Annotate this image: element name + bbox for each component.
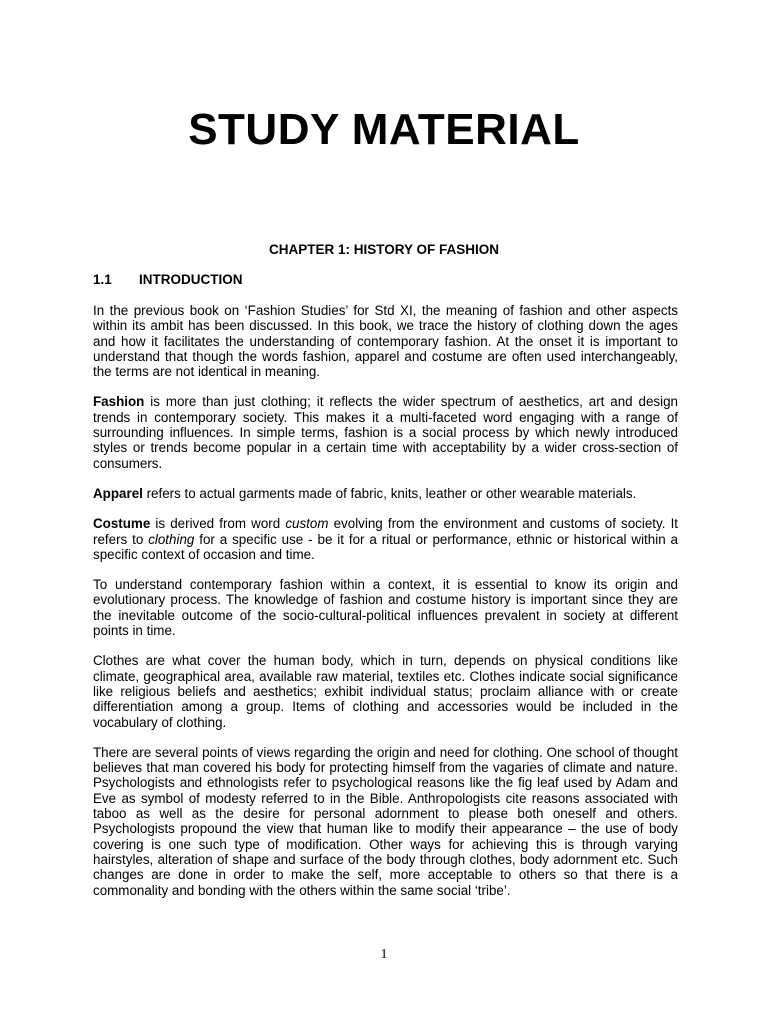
term-fashion: Fashion <box>93 394 145 410</box>
paragraph-clothes: Clothes are what cover the human body, which in turn, depends on physical conditions like climate, geographical area, available raw material, textiles etc. Clothes indicate social significance like religious beliefs and aesthetics; exhibit individual status; proclaim alliance with or create differentiation among a group. Items of clothing and accessories would be included in the vocabulary of clothing. <box>93 653 678 730</box>
paragraph-fashion-text: is more than just clothing; it reflects the wider spectrum of aesthetics, art and design trends in contemporary society. This makes it a multi-faceted word engaging with a range of surrounding influences. In simple terms, fashion is a social process by which newly introduced styles or trends become popular in a certain time with acceptability by a wider cross-section of consumers. <box>93 394 678 471</box>
paragraph-costume <box>93 516 678 562</box>
paragraph-costume-text-a: is derived from word <box>150 516 286 532</box>
emphasis-custom: custom <box>285 516 329 532</box>
section-number: 1.1 <box>93 272 112 287</box>
term-apparel: Apparel <box>93 485 143 501</box>
paragraph-origin: There are several points of views regarding the origin and need for clothing. One school of thought believes that man covered his body for protecting himself from the vagaries of climate and nature. Psychologists and ethnologists refer to psychological reasons like the fig leaf used by Adam and Eve as symbol of modesty referred to in the Bible. Anthropologists cite reasons associated with taboo as well as the desire for personal adornment to please both oneself and others. Psychologists propound the view that human like to modify their appearance – the use of body covering is one such type of modification. Other ways for achieving this is through varying hairstyles, alteration of shape and surface of the body through clothes, body adornment etc. Such changes are done in order to make the self, more acceptable to others so that there is a commonality and bonding with the others within the same social ‘tribe’. <box>93 744 678 898</box>
paragraph-context: To understand contemporary fashion within a context, it is essential to know its origin and evolutionary process. The knowledge of fashion and costume history is important since they are the inevitable outcome of the socio-cultural-political influences prevalent in society at different points in time. <box>93 577 678 639</box>
body-text <box>93 303 678 913</box>
document-title: STUDY MATERIAL <box>188 105 580 154</box>
paragraph-costume-text-c: for a specific use - be it for a ritual or performance, ethnic or historical within a specific context of occasion and time. <box>93 531 678 562</box>
paragraph-costume-text-b: evolving from the environment and customs of society. It refers to <box>93 516 679 547</box>
emphasis-clothing: clothing <box>148 531 195 547</box>
page-number: 1 <box>380 947 388 962</box>
section-heading <box>93 271 243 289</box>
paragraph-apparel-text: refers to actual garments made of fabric, knits, leather or other wearable materials. <box>142 485 637 501</box>
section-title: INTRODUCTION <box>139 272 243 287</box>
chapter-heading: CHAPTER 1: HISTORY OF FASHION <box>268 242 500 257</box>
term-costume: Costume <box>93 516 151 532</box>
paragraph-apparel <box>93 486 678 501</box>
paragraph-fashion <box>93 394 678 470</box>
paragraph-intro: In the previous book on ‘Fashion Studies’ for Std XI, the meaning of fashion and other aspects within its ambit has been discussed. In this book, we trace the history of clothing down the ages and how it facilitates the understanding of contemporary fashion. At the onset it is important to understand that though the words fashion, apparel and costume are often used interchangeably, the terms are not identical in meaning. <box>93 303 678 380</box>
